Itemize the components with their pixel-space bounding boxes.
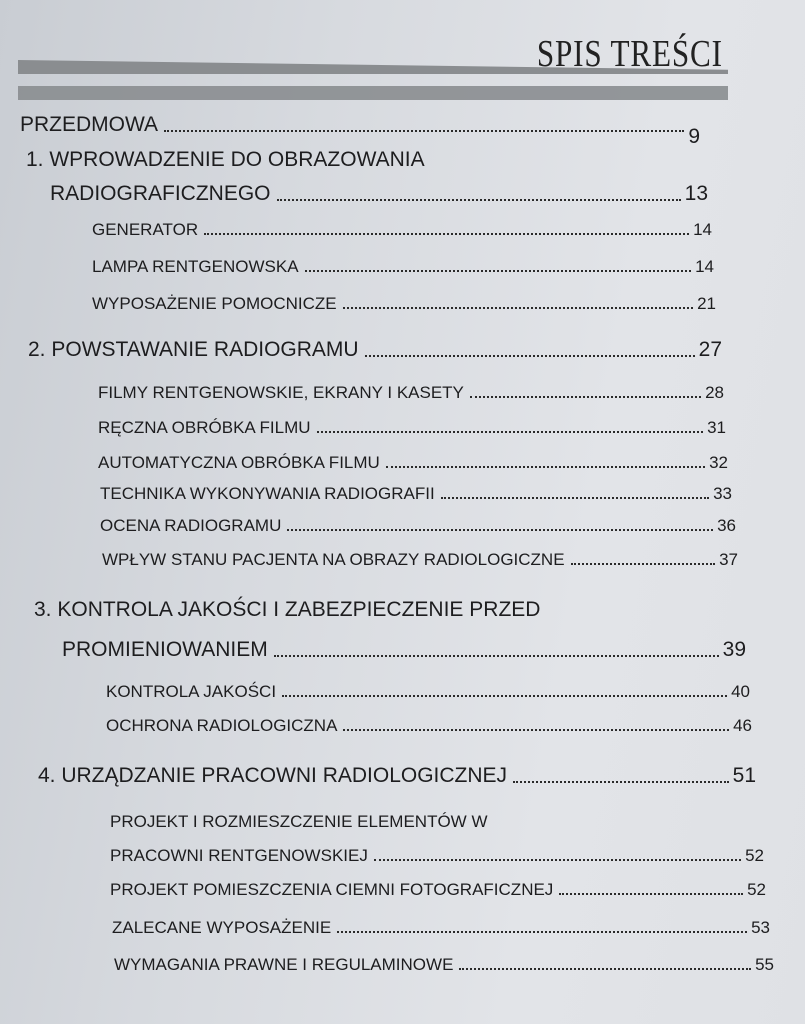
- toc-entry-section[interactable]: [98, 453, 728, 473]
- entry-label: WPŁYW STANU PACJENTA NA OBRAZY RADIOLOGICZNE: [102, 550, 565, 569]
- entry-label: RADIOGRAFICZNEGO: [50, 182, 271, 205]
- leader-dots: [274, 655, 719, 657]
- leader-dots: [337, 931, 747, 933]
- entry-page: 9: [688, 125, 700, 148]
- leader-dots: [317, 431, 704, 433]
- entry-page: 32: [709, 453, 728, 472]
- entry-label: KONTROLA JAKOŚCI: [106, 682, 277, 701]
- entry-page: 36: [717, 516, 736, 535]
- toc-entry-section[interactable]: [110, 846, 764, 866]
- toc-entry-section[interactable]: [98, 383, 724, 403]
- entry-label: WYPOSAŻENIE POMOCNICZE: [92, 294, 337, 313]
- entry-label: TECHNIKA WYKONYWANIA RADIOGRAFII: [100, 484, 435, 503]
- entry-page: 14: [693, 220, 712, 239]
- entry-page: 53: [751, 918, 770, 937]
- toc-entry-chapter[interactable]: [28, 338, 722, 362]
- entry-label: 4. URZĄDZANIE PRACOWNI RADIOLOGICZNEJ: [38, 764, 508, 787]
- section-title-line: PROJEKT I ROZMIESZCZENIE ELEMENTÓW W: [110, 812, 488, 831]
- leader-dots: [441, 497, 709, 499]
- entry-page: 52: [745, 846, 764, 865]
- leader-dots: [305, 270, 692, 272]
- toc-entry-section[interactable]: [92, 220, 712, 240]
- entry-page: 51: [732, 764, 756, 787]
- entry-label: PRACOWNI RENTGENOWSKIEJ: [110, 846, 368, 865]
- entry-page: 46: [733, 716, 752, 735]
- entry-label: 2. POWSTAWANIE RADIOGRAMU: [28, 338, 359, 361]
- entry-label: FILMY RENTGENOWSKIE, EKRANY I KASETY: [98, 383, 464, 402]
- leader-dots: [277, 199, 681, 201]
- entry-page: 27: [698, 338, 722, 361]
- leader-dots: [386, 466, 705, 468]
- entry-page: 37: [719, 550, 738, 569]
- entry-page: 40: [731, 682, 750, 701]
- leader-dots: [459, 968, 751, 970]
- entry-label: RĘCZNA OBRÓBKA FILMU: [98, 418, 311, 437]
- toc-entry-section[interactable]: [100, 484, 732, 504]
- toc-entry-section[interactable]: [98, 418, 726, 438]
- toc-entry-section[interactable]: [112, 918, 770, 938]
- entry-page: 52: [747, 880, 766, 899]
- entry-label: LAMPA RENTGENOWSKA: [92, 257, 299, 276]
- entry-label: PROMIENIOWANIEM: [62, 638, 268, 661]
- entry-page: 33: [713, 484, 732, 503]
- entry-label: OCHRONA RADIOLOGICZNA: [106, 716, 338, 735]
- leader-dots: [343, 307, 693, 309]
- entry-page: 13: [684, 182, 708, 205]
- toc-entry-chapter[interactable]: [38, 764, 756, 788]
- entry-page: 55: [755, 955, 774, 974]
- entry-label: ZALECANE WYPOSAŻENIE: [112, 918, 332, 937]
- entry-page: 21: [697, 294, 716, 313]
- entry-label: OCENA RADIOGRAMU: [100, 516, 282, 535]
- toc-entry-section[interactable]: [102, 550, 738, 570]
- leader-dots: [282, 695, 727, 697]
- entry-label: AUTOMATYCZNA OBRÓBKA FILMU: [98, 453, 380, 472]
- toc-entry-section[interactable]: [92, 294, 716, 314]
- toc-entry-section[interactable]: [92, 257, 714, 277]
- leader-dots: [204, 233, 689, 235]
- leader-dots: [513, 781, 729, 783]
- entry-label: PRZEDMOWA: [20, 113, 159, 136]
- entry-page: 31: [707, 418, 726, 437]
- entry-label: WYMAGANIA PRAWNE I REGULAMINOWE: [114, 955, 454, 974]
- leader-dots: [365, 355, 695, 357]
- entry-page: 39: [722, 638, 746, 661]
- entry-label: PROJEKT POMIESZCZENIA CIEMNI FOTOGRAFICZNEJ: [110, 880, 554, 899]
- toc-entry-section[interactable]: [106, 682, 750, 702]
- leader-dots: [374, 859, 741, 861]
- toc-entry-preface[interactable]: [20, 95, 700, 148]
- chapter-title-line: 3. KONTROLA JAKOŚCI I ZABEZPIECZENIE PRZED: [34, 598, 541, 621]
- toc-entry-chapter[interactable]: [62, 638, 746, 662]
- leader-dots: [559, 893, 743, 895]
- toc-entry-section[interactable]: [100, 516, 736, 536]
- leader-dots: [287, 529, 713, 531]
- leader-dots: [343, 729, 729, 731]
- toc-entry-section[interactable]: [114, 955, 774, 975]
- leader-dots: [164, 130, 684, 132]
- toc-entry-section[interactable]: [110, 880, 766, 900]
- page-title: SPIS TREŚCI: [537, 33, 723, 75]
- entry-page: 14: [695, 257, 714, 276]
- chapter-title-line: 1. WPROWADZENIE DO OBRAZOWANIA: [26, 148, 425, 171]
- toc-entry-section[interactable]: [106, 716, 752, 736]
- entry-label: GENERATOR: [92, 220, 199, 239]
- leader-dots: [470, 396, 701, 398]
- entry-page: 28: [705, 383, 724, 402]
- toc-entry-chapter[interactable]: [50, 182, 708, 206]
- leader-dots: [571, 563, 716, 565]
